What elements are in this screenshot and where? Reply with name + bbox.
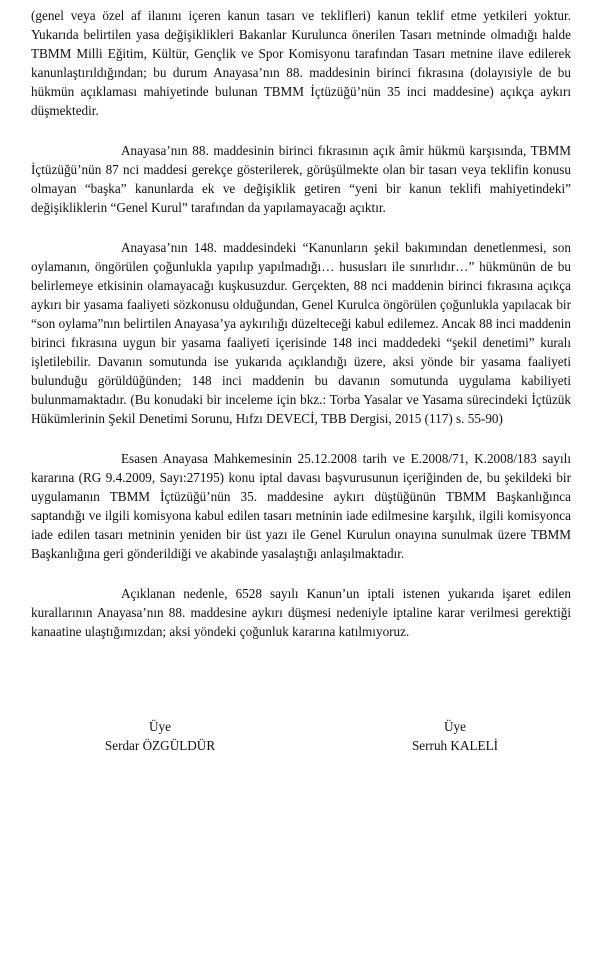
- paragraph-gap: [31, 217, 571, 238]
- signature-right: [355, 717, 555, 755]
- paragraph-1: (genel veya özel af ilanını içeren kanun tasarı ve teklifleri) kanun teklif etme yetkileri yoktur. Yukarıda belirtilen yasa değişiklikleri Bakanlar Kurulunca önerilen Tasarı metninde olmadığı halde TBMM Milli Eğitim, Kültür, Gençlik ve Spor Komisyonu tarafından Tasarı metnine ilave edilerek kanunlaştırıldığından; bu durum Anayasa’nın 88. maddesinin birinci fıkrasına (dolayısiyle de bu hükmün açıklaması mahiyetinde bulunan TBMM İçtüzüğü’nün 35 inci maddesine) açıkça aykırı düşmektedir.: [31, 8, 571, 118]
- paragraph-gap: [31, 120, 571, 141]
- signature-name: Serruh KALELİ: [411, 738, 499, 753]
- paragraph-3: Anayasa’nın 148. maddesindeki “Kanunların şekil bakımından denetlenmesi, son oylamanın, öngörülen çoğunlukla yapılıp yapılmadığı… hususları ile sınırlıdır…” hükmünün de bu belirlemeye etkisinin olamayacağı kuşkusuzdur. Gerçekten, 88 nci maddenin birinci fıkrasına açıkça aykırı bir yasama faaliyeti sözkonusu olduğundan, Genel Kurulca öngörülen çoğunlukla yapılacak bir “son oylama”nın belirtilen Anayasa’ya aykırılığı düzelteceği kabul edilemez. Ancak 88 inci maddenin birinci fıkrasına uygun bir yasama faaliyeti içerisinde 148 inci maddedeki “şekil denetimi” kuralı işletilebilir. Davanın somutunda ise yukarıda açıklandığı üzere, aksi yönde bir yasama faaliyeti bulunduğu görüldüğünden; 148 inci maddenin bu davanın somutunda uygulama kabiliyeti bulunmamaktadır. (Bu konudaki bir inceleme için bkz.: Torba Yasalar ve Yasama sürecindeki İçtüzük Hükümlerinin Şekil Denetimi Sorunu, Hıfzı DEVECİ, TBB Dergisi, 2015 (117) s. 55-90): [31, 240, 571, 426]
- paragraph-5: Açıklanan nedenle, 6528 sayılı Kanun’un iptali istenen yukarıda işaret edilen kurallarının Anayasa’nın 88. maddesine aykırı düşmesi nedeniyle iptaline karar verilmesi gerektiği kanaatine ulaştığımızdan; aksi yöndeki çoğunluk kararına katılmıyoruz.: [31, 586, 571, 639]
- document-body: [31, 6, 571, 641]
- signature-role: Üye: [444, 719, 466, 734]
- paragraph-gap: [31, 563, 571, 584]
- signature-name: Serdar ÖZGÜLDÜR: [104, 738, 216, 753]
- signature-left: [60, 717, 260, 755]
- paragraph-gap: [31, 428, 571, 449]
- paragraph-2: Anayasa’nın 88. maddesinin birinci fıkrasının açık âmir hükmü karşısında, TBMM İçtüzüğü’nün 87 nci maddesi gerekçe gösterilerek, görüşülmekte olan bir tasarı veya teklifin konusu olmayan “başka” kanunlarda ek ve değişiklik getiren “yeni bir kanun teklifi mahiyetindeki” değişikliklerin “Genel Kurul” tarafından da yapılamayacağı açıktır.: [31, 143, 571, 215]
- paragraph-4: Esasen Anayasa Mahkemesinin 25.12.2008 tarih ve E.2008/71, K.2008/183 sayılı kararına (RG 9.4.2009, Sayı:27195) konu iptal davası başvurusunun içeriğinden de, bu şekildeki bir uygulamanın TBMM İçtüzüğü’nün 35. maddesine aykırı düştüğünün TBMM Başkanlığınca saptandığı ve ilgili komisyona kabul edilen tasarı metninin iade edilmesine karşılık, ilgili komisyonca iade edilen tasarı metninin yeniden bir üst yazı ile Genel Kurulun onayına sunulmak üzere TBMM Başkanlığına geri gönderildiği ve akabinde yasalaştığı anlaşılmaktadır.: [31, 451, 571, 561]
- signature-role: Üye: [149, 719, 171, 734]
